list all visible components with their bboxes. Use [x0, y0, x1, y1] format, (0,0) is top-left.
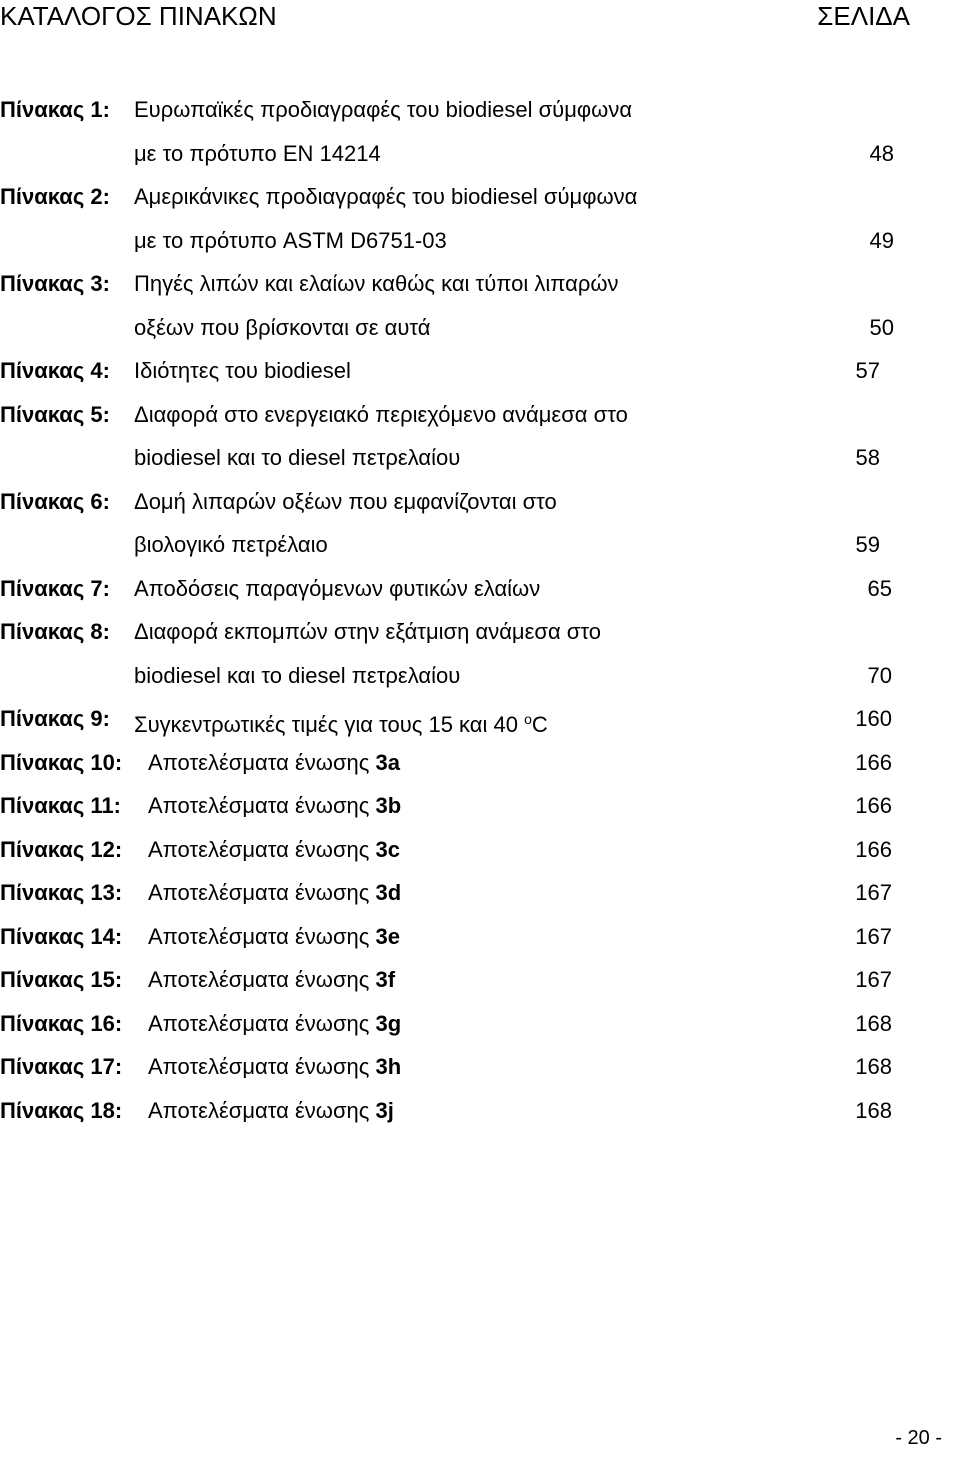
toc-entry-continuation [0, 219, 960, 263]
toc-entry-label: Πίνακας 3: [0, 271, 110, 296]
toc-entry-title-text: Αμερικάνικες προδιαγραφές του biodiesel σύμφωνα [134, 184, 638, 209]
toc-entry-page: 59 [855, 532, 880, 557]
toc-entry-title [148, 1045, 401, 1089]
toc-entry-label: Πίνακας 9: [0, 706, 110, 731]
toc-entry [0, 958, 960, 1002]
toc-entry-title-text: Ευρωπαϊκές προδιαγραφές του biodiesel σύμφωνα [134, 97, 633, 122]
toc-entry-page: 49 [869, 227, 894, 253]
toc-entry-title [134, 88, 632, 132]
toc-entry-title-text: Αποτελέσματα ένωσης [148, 880, 370, 905]
toc-entry-title [148, 784, 401, 828]
toc-entry-label: Πίνακας 8: [0, 619, 110, 644]
toc-entry-title-line2: οξέων που βρίσκονται σε αυτά [134, 314, 431, 340]
toc-entry [0, 610, 960, 654]
compound-id: 3h [375, 1054, 402, 1079]
toc-entry-label: Πίνακας 4: [0, 358, 110, 383]
toc-entry-label: Πίνακας 14: [0, 923, 123, 949]
toc-entry-title [134, 480, 557, 524]
toc-entry-page: 166 [855, 793, 892, 818]
toc-entry-title-text: Αποτελέσματα ένωσης [148, 1054, 370, 1079]
toc-entry [0, 1089, 960, 1133]
toc-entry-label: Πίνακας 12: [0, 836, 123, 862]
toc-entry-title-line2: με το πρότυπο ASTM D6751-03 [134, 227, 447, 253]
toc-entry-label: Πίνακας 11: [0, 793, 121, 818]
toc-entry [0, 393, 960, 437]
toc-entry [0, 567, 960, 611]
toc-entry [0, 349, 960, 393]
compound-id: 3d [375, 880, 402, 905]
toc-entry-page: 50 [869, 314, 894, 340]
toc-entry-label: Πίνακας 6: [0, 488, 110, 514]
toc-entry-page: 166 [855, 749, 892, 775]
toc-entry-continuation [0, 523, 960, 567]
toc-entry-continuation [0, 132, 960, 176]
toc-entry-title-line2: biodiesel και το diesel πετρελαίου [134, 445, 461, 470]
toc-entry-page: 168 [855, 1054, 892, 1079]
toc-entry-title-text: Πηγές λιπών και ελαίων καθώς και τύποι λιπαρών [134, 271, 619, 296]
toc-entry-title [134, 262, 619, 306]
toc-entry-page: 167 [855, 967, 892, 992]
toc-entry-page: 167 [855, 923, 892, 949]
toc-entry [0, 915, 960, 959]
page-title: ΚΑΤΑΛΟΓΟΣ ΠΙΝΑΚΩΝ [0, 1, 277, 31]
toc-entry-title-text: Αποτελέσματα ένωσης [148, 967, 370, 992]
toc-entry-page: 167 [855, 880, 892, 905]
compound-id: 3a [375, 749, 400, 775]
toc-entry-continuation [0, 436, 960, 480]
toc-entry [0, 262, 960, 306]
toc-entry-title [134, 175, 637, 219]
toc-entry-continuation [0, 654, 960, 698]
page-column-heading: ΣΕΛΙΔΑ [817, 1, 910, 31]
toc-entry-label: Πίνακας 10: [0, 749, 123, 775]
toc-entry-page: 57 [855, 358, 880, 383]
toc-entry-title-text: Δομή λιπαρών οξέων που εμφανίζονται στο [134, 488, 557, 514]
toc-entry-title-line2: με το πρότυπο EN 14214 [134, 140, 381, 166]
toc-entry-title-text: Αποτελέσματα ένωσης [148, 923, 370, 949]
toc-entry-page: 160 [855, 706, 892, 731]
compound-id: 3f [375, 967, 396, 992]
unit-suffix: C [531, 712, 548, 737]
toc-entry-title-line2: biodiesel και το diesel πετρελαίου [134, 662, 461, 688]
toc-entry-label: Πίνακας 15: [0, 967, 123, 992]
toc-entry-title [148, 871, 401, 915]
toc-entry-label: Πίνακας 7: [0, 575, 110, 601]
toc-entry [0, 480, 960, 524]
toc-entry-title [134, 610, 601, 654]
toc-entry-title-text: Διαφορά εκπομπών στην εξάτμιση ανάμεσα στο [134, 619, 601, 644]
toc-entry-title [134, 349, 351, 393]
toc-entry [0, 1045, 960, 1089]
page-number: - 20 - [895, 1427, 942, 1449]
toc-entry-page: 168 [855, 1097, 892, 1123]
toc-entry-label: Πίνακας 5: [0, 401, 110, 427]
toc-entry [0, 175, 960, 219]
compound-id: 3c [375, 836, 400, 862]
toc-entry-title-line2: βιολογικό πετρέλαιο [134, 532, 328, 557]
compound-id: 3b [375, 793, 402, 818]
toc-entry-label: Πίνακας 2: [0, 184, 110, 209]
toc-entry-title [148, 1002, 401, 1046]
toc-entry [0, 784, 960, 828]
toc-entry-label: Πίνακας 16: [0, 1010, 123, 1036]
toc-entry-title [148, 915, 400, 959]
toc-entry-label: Πίνακας 17: [0, 1054, 123, 1079]
degree-superscript: o [524, 711, 532, 727]
toc-entry-title-text: Διαφορά στο ενεργειακό περιεχόμενο ανάμεσα στο [134, 401, 628, 427]
toc-entry-label: Πίνακας 1: [0, 97, 110, 122]
toc-entry [0, 741, 960, 785]
toc-entry-title [148, 828, 400, 872]
toc-entry-page: 48 [869, 140, 894, 166]
toc-entry-page: 65 [867, 575, 892, 601]
toc-entry-title [134, 697, 548, 747]
compound-id: 3e [375, 923, 400, 949]
toc-entry-title-text: Αποτελέσματα ένωσης [148, 749, 370, 775]
toc-entry [0, 697, 960, 741]
toc-entry-label: Πίνακας 13: [0, 880, 123, 905]
toc-entry-title-text: Αποτελέσματα ένωσης [148, 1097, 370, 1123]
toc-entry-title-text: Συγκεντρωτικές τιμές για τους 15 και 40 [134, 712, 518, 737]
compound-id: 3g [375, 1010, 402, 1036]
toc-entry-page: 58 [855, 445, 880, 470]
toc-entry-title [148, 741, 400, 785]
toc-entry-label: Πίνακας 18: [0, 1097, 123, 1123]
toc-entry-title-text: Ιδιότητες του biodiesel [134, 358, 351, 383]
toc-entry-continuation [0, 306, 960, 350]
toc-entry [0, 828, 960, 872]
toc-entry-title-text: Αποτελέσματα ένωσης [148, 793, 370, 818]
toc-entry-title [148, 958, 395, 1002]
toc-entry-title-text: Αποτελέσματα ένωσης [148, 836, 370, 862]
toc-entry-title-text: Αποδόσεις παραγόμενων φυτικών ελαίων [134, 575, 541, 601]
toc-entry-page: 166 [855, 836, 892, 862]
toc-entry [0, 1002, 960, 1046]
toc-entry-title-text: Αποτελέσματα ένωσης [148, 1010, 370, 1036]
toc-entry-title [148, 1089, 394, 1133]
toc-entry-page: 168 [855, 1010, 892, 1036]
toc-entry-title [134, 567, 540, 611]
compound-id: 3j [375, 1097, 394, 1123]
toc-entry-title [134, 393, 628, 437]
toc-entry [0, 871, 960, 915]
toc-entry-page: 70 [867, 662, 892, 688]
toc-entry [0, 88, 960, 132]
